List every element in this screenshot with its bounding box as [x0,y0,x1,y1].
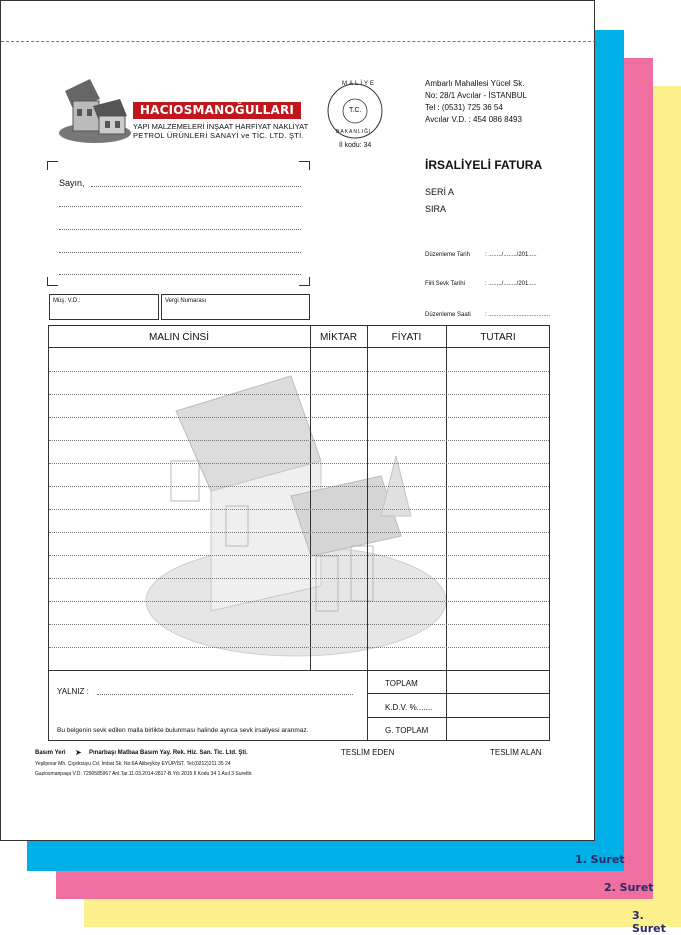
fiili-sevk-label: Fiili Sevk Tarihi [425,281,465,287]
col-divider-1 [310,325,311,670]
gtoplam-label: G. TOPLAM [385,726,429,735]
customer-line-3[interactable] [59,229,301,230]
tax-office: Avcılar V.D. : 454 086 8493 [425,115,522,124]
table-row[interactable] [49,555,549,556]
table-row[interactable] [49,509,549,510]
table-row[interactable] [49,371,549,372]
customer-line-5[interactable] [59,274,301,275]
phone: Tel : (0531) 725 36 54 [425,103,503,112]
table-row[interactable] [49,624,549,625]
printer-label: Basım Yeri [35,750,66,756]
header-tutari: TUTARI [480,332,516,343]
document-title: İRSALİYELİ FATURA [425,158,543,172]
table-row[interactable] [49,417,549,418]
perforation-line [1,41,596,42]
col-divider-3 [446,325,447,741]
suret-label-3: 3. Suret [632,909,666,935]
yalniz-label: YALNIZ : [57,687,89,696]
toplam-divider [367,693,550,694]
table-row[interactable] [49,578,549,579]
yalniz-field[interactable] [97,694,353,695]
totals-divider [48,670,550,671]
table-row[interactable] [49,486,549,487]
items-table [48,325,550,741]
header-divider [48,347,550,348]
teslim-alan-label: TESLİM ALAN [490,748,542,757]
header-fiyati: FİYATI [391,332,422,343]
fiili-sevk-field[interactable]: : ......../......../201..... [485,281,537,287]
duzenleme-saati-label: Düzenleme Saati [425,312,471,318]
vergi-no-label: Vergi Numarası [165,298,207,304]
table-row[interactable] [49,394,549,395]
customer-line-4[interactable] [59,252,301,253]
table-row[interactable] [49,463,549,464]
header-miktar: MİKTAR [319,332,358,343]
company-line1: YAPI MALZEMELERİ İNŞAAT HARFİYAT NAKLİYAT [133,122,309,131]
stamp-il-kodu: İl kodu: 34 [339,142,372,149]
sayin-label: Sayın, [59,178,85,188]
mus-vd-label: Müş. V.D.: [53,298,81,304]
bracket-br [299,277,310,286]
vergi-no-box[interactable] [161,294,310,320]
customer-line-1[interactable] [91,186,301,187]
table-row[interactable] [49,532,549,533]
suret-label-1: 1. Suret [575,853,625,866]
stamp-top-text: MALİYE [342,81,377,87]
table-row[interactable] [49,647,549,648]
bracket-tl [47,161,58,170]
company-name: HACIOSMANOĞULLARI [133,102,301,119]
address-line2: No: 28/1 Avcılar - İSTANBUL [425,91,527,100]
stamp-bottom-text: BAKANLIĞI [336,129,372,135]
duzenleme-tarih-label: Düzenleme Tarih [425,252,470,258]
duzenleme-tarih-field[interactable]: : ......../......../201..... [485,252,537,258]
printer-icon: ➤ [75,748,82,757]
bracket-bl [47,277,58,286]
mus-vd-box[interactable] [49,294,159,320]
printer-tax: Gaziosmanpaşa V.D. 7290585967 Anl.Tar.11.03.2014-2817-B.Yılı 2015 İl Kodu 34 1 Asıl 3 Surettir. [35,771,253,777]
bracket-tr [299,161,310,170]
customer-line-2[interactable] [59,206,301,207]
printer-address: Yeşilpınar Mh. Çiçeksuyu Cd. İmbat Sk. No:6A Alibeyköy EYÜP/İST. Tel:(0212)211 35 24 [35,761,231,767]
toplam-label: TOPLAM [385,679,418,688]
sevk-note: Bu belgenin sevk edilen malla birlikte bulunması halinde ayrıca sevk irsaliyesi aranmaz. [57,727,309,734]
stamp-center-text: T.C. [349,107,362,114]
company-logo-icon [55,71,135,151]
table-row[interactable] [49,601,549,602]
company-line2: PETROL ÜRÜNLERİ SANAYİ ve TİC. LTD. ŞTİ. [133,131,304,140]
kdv-divider [367,717,550,718]
teslim-eden-label: TESLİM EDEN [341,748,395,757]
duzenleme-saati-field[interactable]: : ..................................... [485,312,551,318]
kdv-label: K.D.V. %....... [385,703,433,712]
suret-label-2: 2. Suret [604,881,654,894]
address-line1: Ambarlı Mahallesi Yücel Sk. [425,79,525,88]
table-row[interactable] [49,440,549,441]
seri-label: SERİ A [425,187,455,197]
col-divider-2 [367,325,368,741]
sira-label: SIRA [425,204,447,214]
header-malin-cinsi: MALIN CİNSİ [148,332,209,343]
printer-name: Pınarbaşı Matbaa Basım Yay. Rek. Hiz. San. Tic. Ltd. Şti. [89,750,248,756]
